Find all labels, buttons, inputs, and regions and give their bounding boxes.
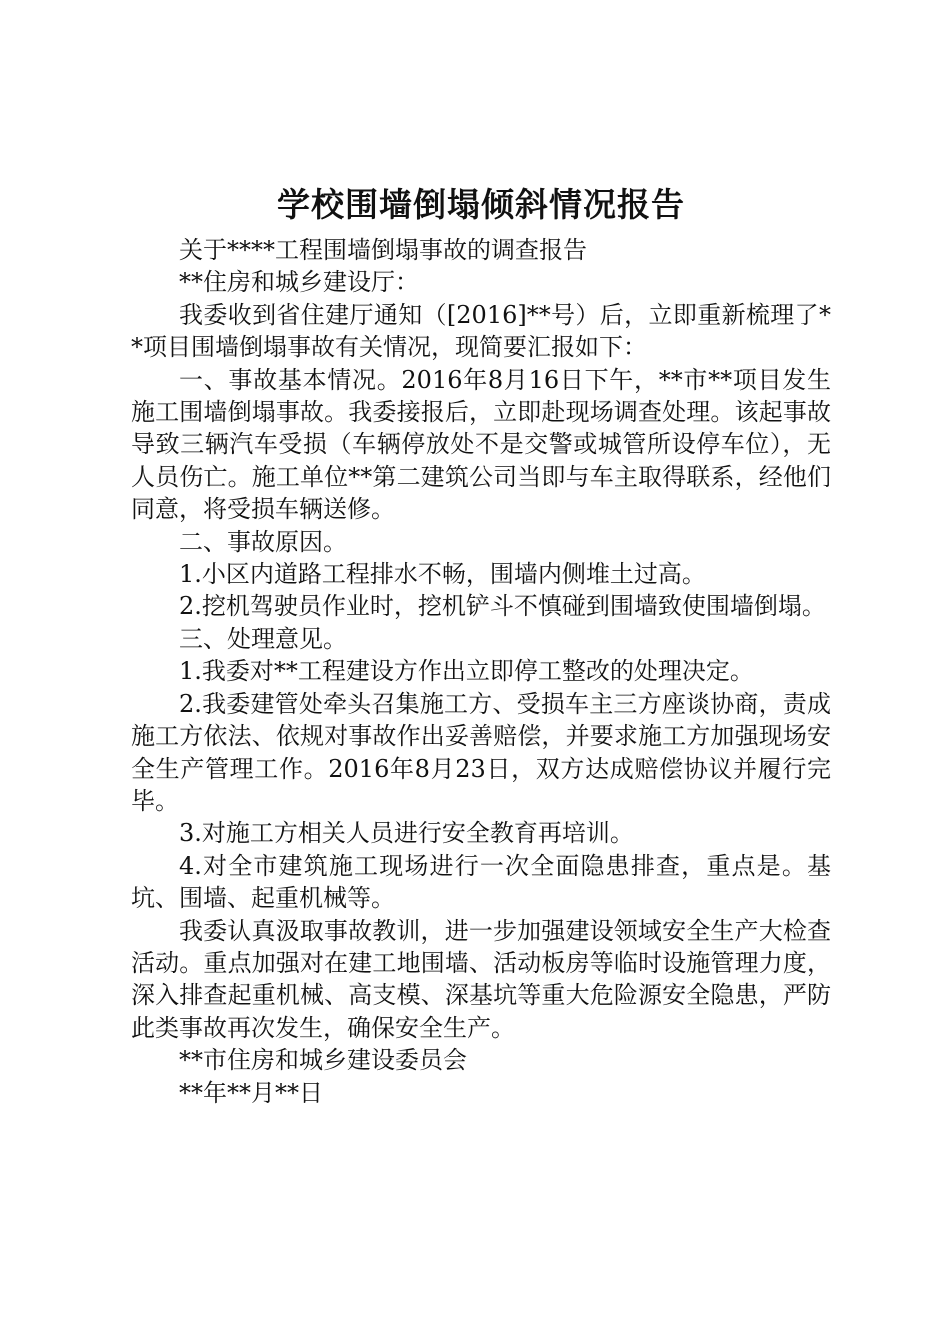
section-basic-situation: 一、事故基本情况。2016年8月16日下午，**市**项目发生施工围墙倒塌事故。我委接报后，立即赴现场调查处理。该起事故导致三辆汽车受损（车辆停放处不是交警或城管所设停车位），无人员伤亡。施工单位**第二建筑公司当即与车主取得联系，经他们同意，将受损车辆送修。	[131, 365, 831, 524]
subject-line: 关于****工程围墙倒塌事故的调查报告	[179, 236, 587, 264]
handling-item-2: 2.我委建管处牵头召集施工方、受损车主三方座谈协商，责成施工方依法、依规对事故作出妥善赔偿，并要求施工方加强现场安全生产管理工作。2016年8月23日，双方达成赔偿协议并履行完毕。	[131, 689, 831, 815]
signature-date: **年**月**日	[179, 1078, 323, 1107]
document-title: 学校围墙倒塌倾斜情况报告	[277, 185, 685, 224]
intro-paragraph: 我委收到省住建厅通知（[2016]**号）后，立即重新梳理了**项目围墙倒塌事故有关情况，现简要汇报如下：	[131, 300, 831, 362]
handling-item-4: 4.对全市建筑施工现场进行一次全面隐患排查，重点是。基坑、围墙、起重机械等。	[131, 851, 831, 913]
cause-item-1: 1.小区内道路工程排水不畅，围墙内侧堆土过高。	[179, 560, 706, 589]
recipient-line: **住房和城乡建设厅：	[179, 268, 419, 297]
signature-organization: **市住房和城乡建设委员会	[179, 1046, 467, 1075]
document-page	[131, 180, 831, 1109]
section-heading-handling: 三、处理意见。	[179, 624, 347, 653]
handling-item-3: 3.对施工方相关人员进行安全教育再培训。	[179, 819, 634, 848]
section-heading-causes: 二、事故原因。	[179, 527, 347, 556]
closing-paragraph: 我委认真汲取事故教训，进一步加强建设领域安全生产大检查活动。重点加强对在建工地围墙、活动板房等临时设施管理力度，深入排查起重机械、高支模、深基坑等重大危险源安全隐患，严防此类事故再次发生，确保安全生产。	[131, 916, 831, 1042]
cause-item-2: 2.挖机驾驶员作业时，挖机铲斗不慎碰到围墙致使围墙倒塌。	[179, 592, 826, 621]
handling-item-1: 1.我委对**工程建设方作出立即停工整改的处理决定。	[179, 657, 754, 686]
